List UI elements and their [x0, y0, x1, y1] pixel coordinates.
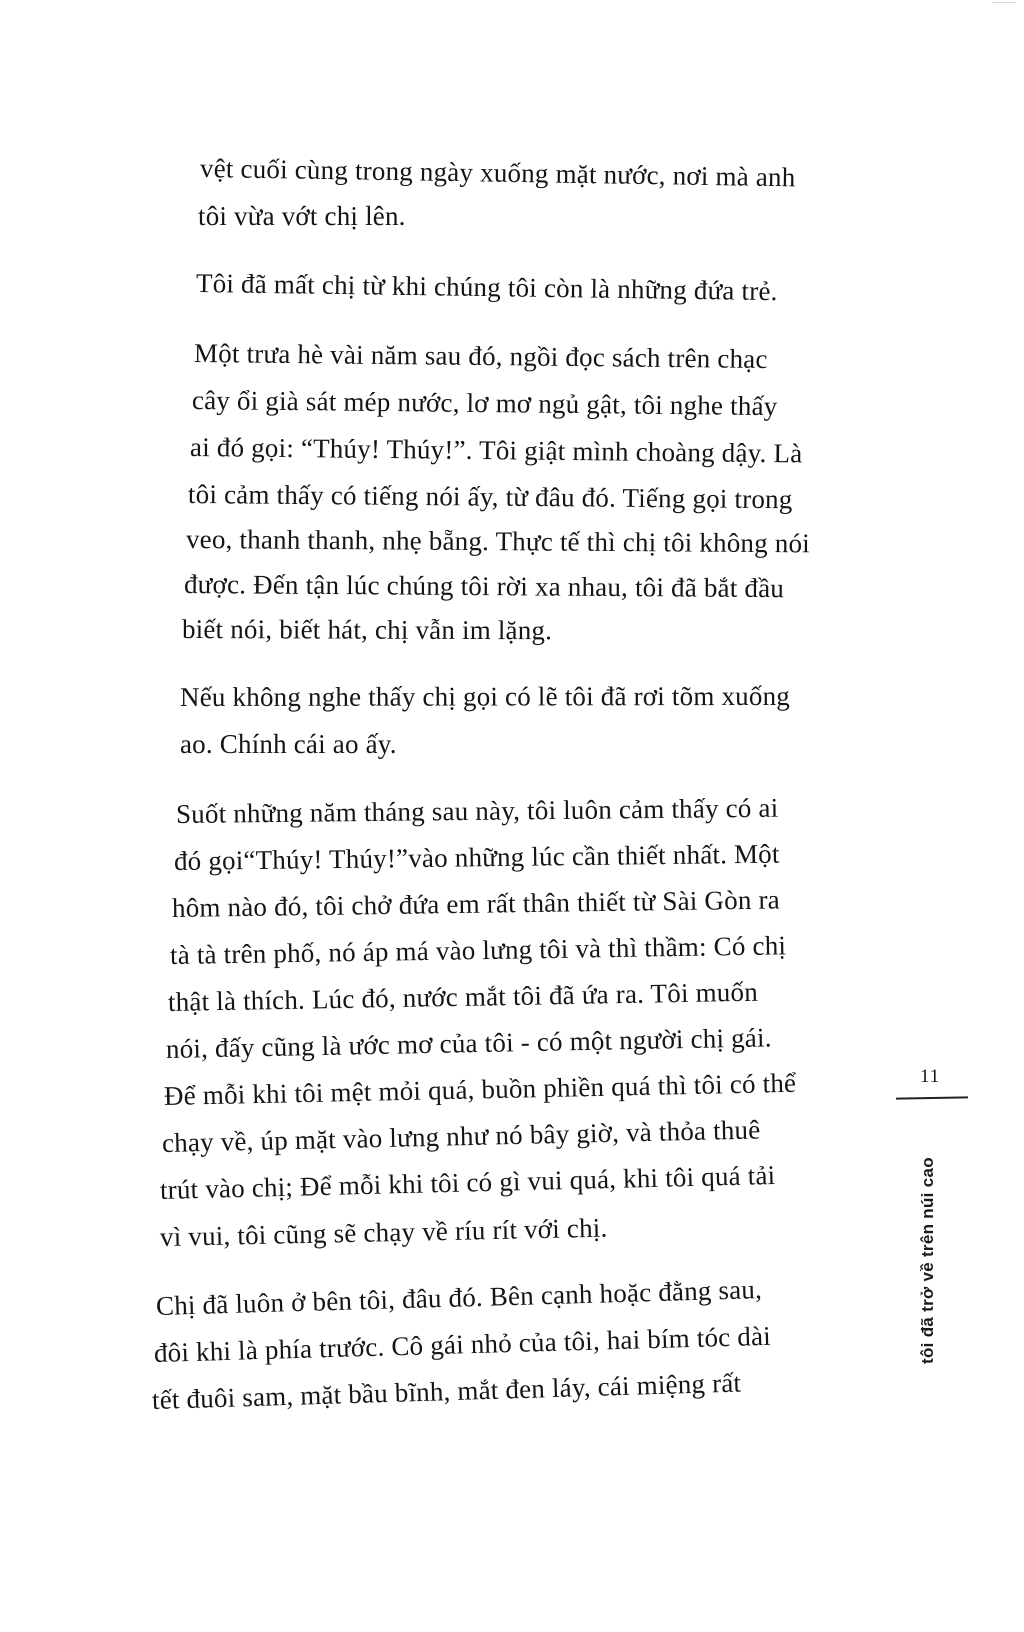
text-line: đó gọi“Thúy! Thúy!”vào những lúc cần thiết nhất. Một	[173, 838, 780, 876]
text-line: chạy về, úp mặt vào lưng như nó bây giờ, và thỏa thuê	[161, 1114, 761, 1158]
text-line: vì vui, tôi cũng sẽ chạy về ríu rít với chị.	[159, 1212, 608, 1252]
running-head-title: tôi đã trở về trên núi cao	[918, 1157, 937, 1364]
text-line: ai đó gọi: “Thúy! Thúy!”. Tôi giật mình choàng dậy. Là	[189, 432, 803, 469]
text-line: được. Đến tận lúc chúng tôi rời xa nhau, tôi đã bắt đầu	[183, 569, 785, 604]
scan-artifact	[992, 2, 1016, 3]
text-line: Một trưa hè vài năm sau đó, ngồi đọc sách trên chạc	[193, 338, 768, 375]
text-line: Tôi đã mất chị từ khi chúng tôi còn là những đứa trẻ.	[195, 268, 778, 307]
text-line: Để mỗi khi tôi mệt mỏi quá, buồn phiền quá thì tôi có thể	[163, 1067, 797, 1111]
text-line: đôi khi là phía trước. Cô gái nhỏ của tôi, hai bím tóc dài	[153, 1320, 772, 1368]
text-line: vệt cuối cùng trong ngày xuống mặt nước, nơi mà anh	[199, 153, 796, 193]
text-line: tết đuôi sam, mặt bầu bĩnh, mắt đen láy, cái miệng rất	[151, 1367, 742, 1415]
text-line: cây ổi già sát mép nước, lơ mơ ngủ gật, tôi nghe thấy	[191, 385, 778, 422]
text-line: Nếu không nghe thấy chị gọi có lẽ tôi đã rơi tõm xuống	[179, 680, 790, 712]
text-line: trút vào chị; Để mỗi khi tôi có gì vui quá, khi tôi quá tải	[159, 1159, 776, 1205]
running-head-rule	[896, 1096, 968, 1099]
text-line: hôm nào đó, tôi chở đứa em rất thân thiết từ Sài Gòn ra	[171, 884, 781, 923]
text-line: ao. Chính cái ao ấy.	[180, 729, 397, 759]
text-line: tà tà trên phố, nó áp má vào lưng tôi và thì thầm: Có chị	[169, 930, 787, 970]
page-number: 11	[920, 1066, 941, 1087]
text-line: Suốt những năm tháng sau này, tôi luôn cảm thấy có ai	[175, 792, 779, 829]
text-line: biết nói, biết hát, chị vẫn im lặng.	[181, 614, 553, 646]
text-line: nói, đấy cũng là ước mơ của tôi - có một người chị gái.	[165, 1022, 772, 1064]
text-line: veo, thanh thanh, nhẹ bẵng. Thực tế thì chị tôi không nói	[185, 524, 811, 559]
text-line: tôi cảm thấy có tiếng nói ấy, từ đâu đó. Tiếng gọi trong	[187, 479, 793, 515]
text-line: tôi vừa vớt chị lên.	[198, 201, 406, 231]
text-line: thật là thích. Lúc đó, nước mắt tôi đã ứa ra. Tôi muốn	[167, 976, 759, 1017]
text-line: Chị đã luôn ở bên tôi, đâu đó. Bên cạnh hoặc đằng sau,	[155, 1274, 763, 1321]
